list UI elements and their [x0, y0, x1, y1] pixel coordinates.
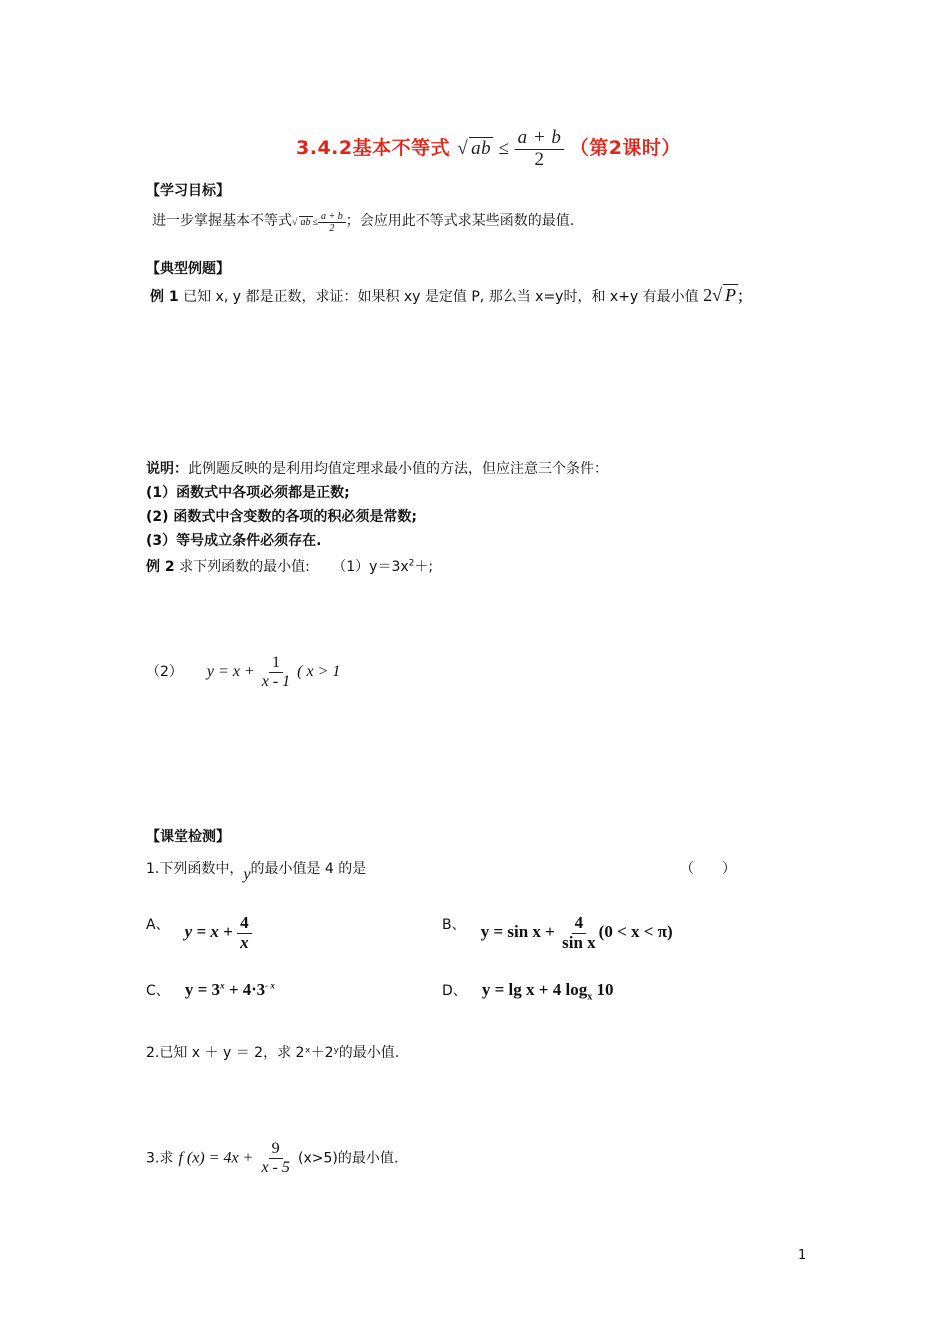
note-line: 说明：此例题反映的是利用均值定理求最小值的方法，但应注意三个条件：	[146, 461, 608, 477]
examples-heading: 【典型例题】	[146, 261, 230, 277]
page-number: 1	[798, 1248, 807, 1263]
example-2: 例 2 求下列函数的最小值: $(1)y=3x^2+$;	[146, 558, 434, 575]
check-heading: 【课堂检测】	[146, 829, 230, 845]
title-formula: √ ab ≤ $\frac{a + b}{2}$	[457, 138, 569, 159]
example-1	[150, 284, 743, 306]
example-1-formula: 2√ P ;	[703, 285, 744, 305]
note-item-2: (2) 函数式中含变数的各项的积必须是常数;	[146, 509, 418, 525]
answer-bracket[interactable]: （ ）	[680, 861, 736, 877]
question-1: 1.下列函数中，y的最小值是 4 的是	[146, 861, 367, 883]
example-1-text: 已知 x, y 都是正数，求证：如果积 xy 是定值 P, 那么当 x=y时，和 x+y 有最小值	[183, 289, 699, 305]
objectives-text: 进一步掌握基本不等式√ ab ≤ $\frac{a + b}{2}$ ；会应用此不等式求某些函数的最值.	[152, 211, 575, 235]
title-prefix: 3.4.2基本不等式	[296, 136, 451, 159]
example-2-part-2: （2） y = x + $\frac{1}{x - 1}$ ( x > 1	[146, 654, 341, 690]
note-item-1: (1）函数式中各项必须都是正数;	[146, 485, 350, 501]
option-c[interactable]: C、 $y = 3^x + 4\cdot 3^{- x}$	[146, 980, 275, 999]
question-2: 2.已知 x ＋ y ＝ 2，求 2ˣ＋2ʸ的最小值.	[146, 1045, 400, 1061]
option-a[interactable]: A、 y = x + $\frac{4}{x}$	[146, 914, 252, 952]
objectives-heading: 【学习目标】	[146, 183, 230, 199]
note-item-3: (3）等号成立条件必须存在.	[146, 533, 322, 549]
example-1-label: 例 1	[150, 289, 179, 305]
title-suffix: （第2课时）	[569, 136, 681, 159]
question-3: 3.求 f (x) = 4x + $\frac{9}{x - 5}$ (x>5)的最小值.	[146, 1140, 399, 1176]
option-d[interactable]: D、 y = lg x + 4 $\log_x 10$	[442, 980, 614, 1003]
option-b[interactable]: B、 y = sin x + $\frac{4}{\text{sin x}}$ (0 < x < π)	[442, 913, 673, 952]
page-title	[296, 128, 681, 171]
